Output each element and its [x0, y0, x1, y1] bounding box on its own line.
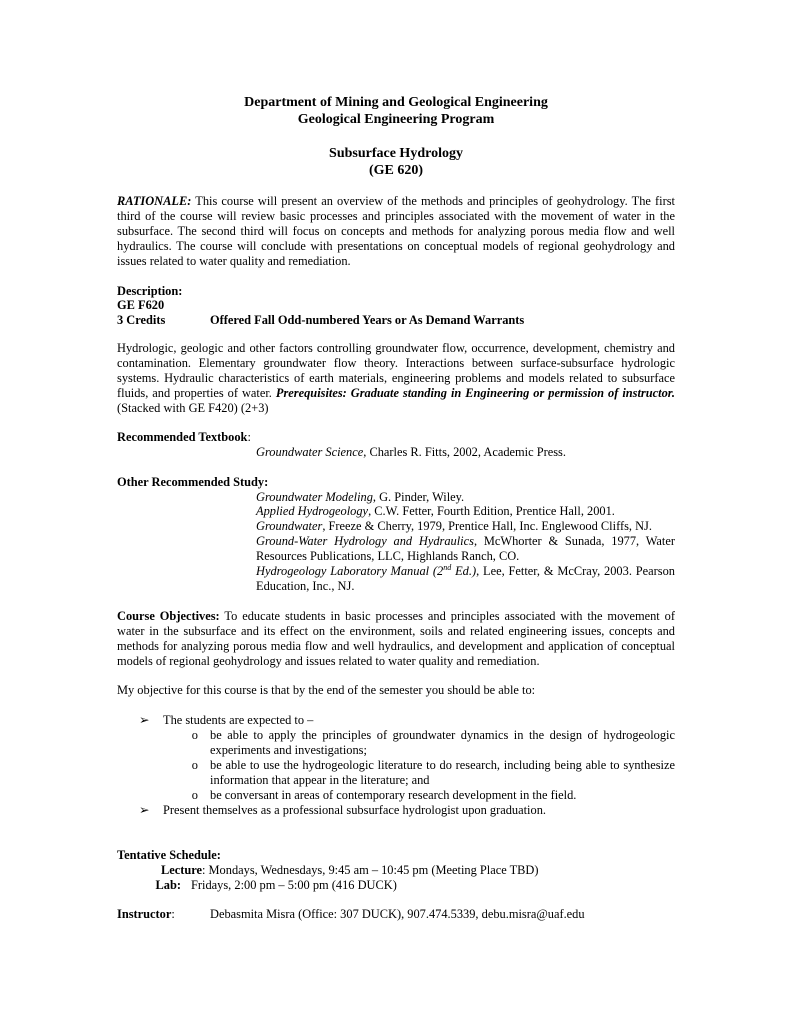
objective-bullet: ➢ Present themselves as a professional subsurface hydrologist upon graduation.	[117, 803, 675, 818]
lecture-label: Lecture	[160, 862, 202, 877]
offered-note: Offered Fall Odd-numbered Years or As Demand Warrants	[210, 313, 525, 328]
textbook-entry	[256, 445, 675, 460]
circle-bullet-icon: o	[191, 758, 198, 773]
schedule-label: Tentative Schedule:	[117, 847, 221, 862]
other-study-label: Other Recommended Study:	[117, 474, 269, 489]
description-label: Description:	[117, 283, 183, 298]
lab-label: Lab:	[155, 877, 181, 892]
objectives-paragraph	[117, 609, 675, 669]
course-code: (GE 620)	[368, 163, 424, 178]
course-number: GE F620	[117, 298, 165, 313]
stacked-note: (Stacked with GE F420) (2+3)	[117, 400, 269, 415]
objective-sub-item: o be able to apply the principles of groundwater dynamics in the design of hydrogeologic experiments and investigations;	[117, 728, 675, 758]
prerequisites: Prerequisites: Graduate standing in Engineering or permission of instructor.	[275, 385, 676, 400]
lecture-row	[117, 863, 675, 878]
program-title: Geological Engineering Program	[297, 112, 495, 127]
reference-item: Groundwater, Freeze & Cherry, 1979, Prentice Hall, Inc. Englewood Cliffs, NJ.	[256, 519, 652, 534]
lecture-time: : Mondays, Wednesdays, 9:45 am – 10:45 pm (Meeting Place TBD)	[202, 862, 539, 877]
objective-sub-item: o be conversant in areas of contemporary research development in the field.	[117, 788, 675, 803]
department-title: Department of Mining and Geological Engineering	[244, 95, 548, 110]
objectives-label: Course Objectives:	[117, 608, 220, 623]
reference-item: Hydrogeology Laboratory Manual (2nd Ed.), Lee, Fetter, & McCray, 2003. Pearson Education, Inc., NJ.	[256, 562, 675, 593]
reference-list	[256, 490, 675, 594]
rationale-label: RATIONALE:	[117, 194, 192, 208]
objectives-text: To educate students in basic processes and principles associated with the movement of water in the subsurface and its effect on the environment, soils and related engineering issues, concepts and methods for analyzing porous media flow and well hydraulics, and development and application of conceptual models of regional geohydrology and issues related to water quality and remediation.	[117, 608, 675, 668]
instructor-row: Instructor: Debasmita Misra (Office: 307 DUCK), 907.474.5339, debu.misra@uaf.edu	[117, 907, 585, 922]
rationale-paragraph	[117, 194, 675, 269]
rationale-text: This course will present an overview of the methods and principles of geohydrology. The first third of the course will review basic processes and principles associated with the movement of water in the subsurface. The second third will focus on concepts and methods for analyzing porous media flow and well hydraulics. The course will conclude with presentations on conceptual models of regional geohydrology and issues related to water quality and remediation.	[117, 194, 675, 268]
objectives-intro: My objective for this course is that by the end of the semester you should be able to:	[117, 683, 536, 698]
textbook-details: , Charles R. Fitts, 2002, Academic Press.	[363, 444, 566, 459]
objective-sub-item: o be able to use the hydrogeologic literature to do research, including being able to synthesize information that appear in the literature; and	[117, 758, 675, 788]
credits-row	[117, 313, 675, 328]
reference-item: Ground-Water Hydrology and Hydraulics, McWhorter & Sunada, 1977, Water Resources Publications, LLC, Highlands Ranch, CO.	[256, 534, 675, 564]
reference-item: Applied Hydrogeology, C.W. Fetter, Fourth Edition, Prentice Hall, 2001.	[256, 504, 615, 519]
course-title: Subsurface Hydrology	[329, 146, 463, 161]
reference-item: Groundwater Modeling, G. Pinder, Wiley.	[256, 489, 465, 504]
textbook-label: Recommended Textbook	[117, 429, 248, 444]
textbook-heading: Recommended Textbook:	[117, 429, 251, 444]
objective-bullet: ➢ The students are expected to –	[117, 713, 675, 728]
description-paragraph	[117, 341, 675, 416]
lab-row	[117, 878, 675, 893]
instructor-details: Debasmita Misra (Office: 307 DUCK), 907.474.5339, debu.misra@uaf.edu	[210, 907, 585, 922]
circle-bullet-icon: o	[191, 728, 198, 743]
lab-time: Fridays, 2:00 pm – 5:00 pm (416 DUCK)	[191, 877, 397, 892]
description-body: Hydrologic, geologic and other factors controlling groundwater flow, occurrence, development, chemistry and contamination. Elementary groundwater flow theory. Interactions between surface-subsurface hydrologic systems. Hydraulic characteristics of earth materials, engineering problems and models related to subsurface fluids, and properties of water.	[117, 341, 675, 400]
instructor-label: Instructor	[117, 907, 172, 922]
credits: 3 Credits	[117, 313, 166, 328]
circle-bullet-icon: o	[191, 787, 198, 802]
textbook-title: Groundwater Science	[256, 444, 364, 459]
arrow-bullet-icon: ➢	[139, 802, 150, 817]
document-page	[117, 94, 675, 922]
arrow-bullet-icon: ➢	[139, 713, 150, 728]
